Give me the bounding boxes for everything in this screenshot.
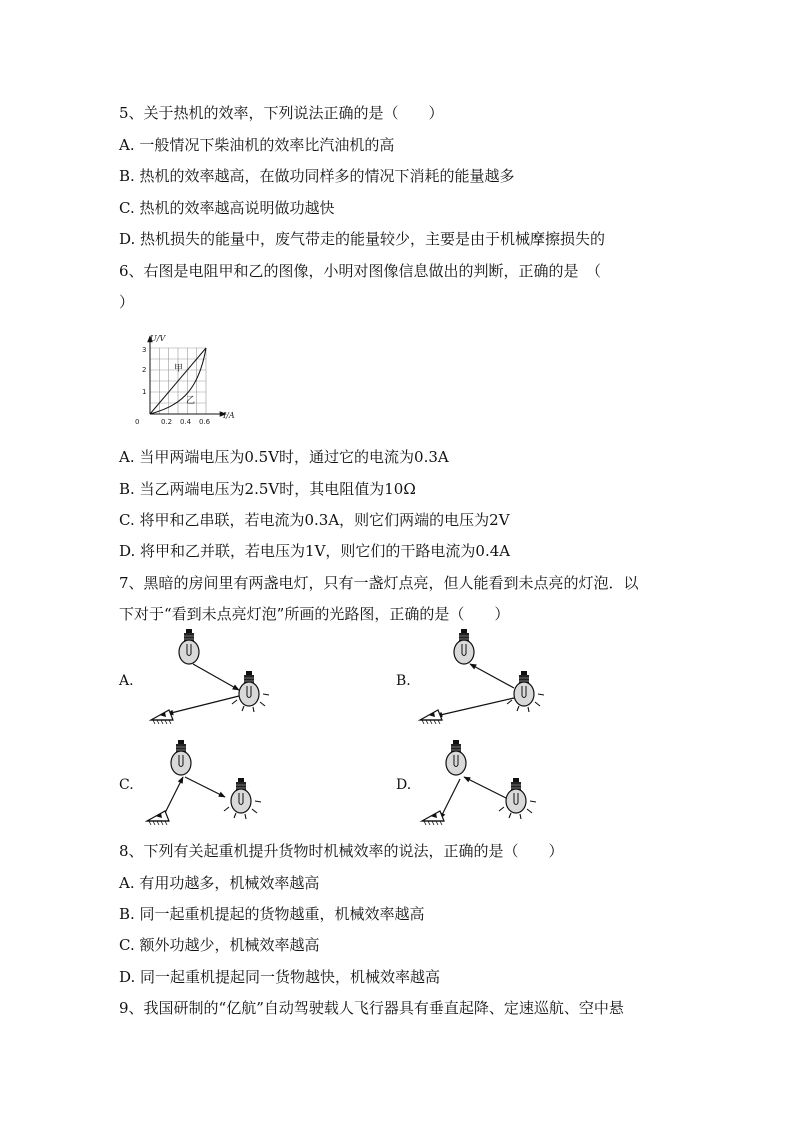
ray-c-1: [185, 777, 225, 797]
ray-a-2: [167, 696, 239, 714]
x-tick-04: 0.4: [180, 418, 192, 426]
q7-label-d: D.: [396, 777, 412, 793]
q6-iu-graph: [128, 330, 248, 430]
q7-diagram-a: [145, 628, 285, 723]
q5-option-a: A. 一般情况下柴油机的效率比汽油机的高: [119, 136, 395, 154]
q5-option-b: B. 热机的效率越高，在做功同样多的情况下消耗的能量越多: [119, 167, 515, 185]
ray-b-1: [470, 664, 514, 688]
lit-bulb-icon: [514, 671, 534, 706]
x-axis-label: I/A: [223, 411, 235, 420]
q5-stem: 5、关于热机的效率，下列说法正确的是（ ）: [119, 104, 444, 122]
q7-diagram-c: [145, 735, 265, 830]
q7-label-a: A.: [119, 673, 134, 689]
q5-option-c: C. 热机的效率越高说明做功越快: [119, 199, 335, 217]
lit-bulb-icon: [239, 671, 259, 706]
x-tick-02: 0.2: [161, 418, 173, 426]
q7-stem-line2: 下对于“看到未点亮灯泡”所画的光路图，正确的是（ ）: [119, 605, 510, 623]
q7-stem-line1: 7、黑暗的房间里有两盏电灯，只有一盏灯点亮，但人能看到未点亮的灯泡．以: [119, 574, 639, 592]
lit-bulb-icon: [506, 778, 526, 813]
q5-option-d: D. 热机损失的能量中，废气带走的能量较少，主要是由于机械摩擦损失的: [119, 230, 606, 248]
unlit-bulb-icon: [446, 740, 466, 775]
q6-option-d: D. 将甲和乙并联，若电压为1V，则它们的干路电流为0.4A: [119, 542, 511, 560]
ray-c-2: [163, 777, 183, 817]
eye-icon: [420, 710, 442, 724]
ray-a-1: [193, 664, 239, 690]
q6-option-a: A. 当甲两端电压为0.5V时，通过它的电流为0.3A: [119, 448, 449, 466]
q7-label-b: B.: [396, 673, 411, 689]
curve-jia-label: 甲: [174, 364, 184, 374]
ray-d-2: [440, 779, 460, 819]
q6-option-b: B. 当乙两端电压为2.5V时，其电阻值为10Ω: [119, 480, 416, 498]
unlit-bulb-icon: [171, 740, 191, 775]
curve-yi-label: 乙: [186, 396, 196, 406]
q7-diagram-d: [420, 735, 540, 830]
ray-d-1: [464, 777, 508, 799]
q6-option-c: C. 将甲和乙串联，若电流为0.3A，则它们两端的电压为2V: [119, 511, 510, 529]
eye-icon: [422, 811, 444, 825]
q9-stem-line1: 9、我国研制的“亿航”自动驾驶载人飞行器具有垂直起降、定速巡航、空中悬: [119, 999, 624, 1017]
origin-label: 0: [135, 418, 140, 426]
y-axis-label: U/V: [150, 334, 166, 343]
y-tick-3: 3: [142, 346, 147, 354]
q8-option-d: D. 同一起重机提起同一货物越快，机械效率越高: [119, 968, 441, 986]
eye-icon: [147, 811, 169, 825]
q8-option-c: C. 额外功越少，机械效率越高: [119, 936, 320, 954]
eye-icon: [151, 710, 173, 724]
y-tick-1: 1: [142, 388, 147, 396]
q6-stem-line2: ）: [119, 293, 135, 311]
q8-stem: 8、下列有关起重机提升货物时机械效率的说法，正确的是（ ）: [119, 842, 564, 860]
x-tick-06: 0.6: [199, 418, 211, 426]
unlit-bulb-icon: [454, 629, 474, 664]
q7-label-c: C.: [119, 777, 134, 793]
q6-stem-line1: 6、右图是电阻甲和乙的图像，小明对图像信息做出的判断，正确的是 （: [119, 262, 602, 280]
ray-b-2: [436, 698, 514, 716]
unlit-bulb-icon: [179, 629, 199, 664]
q8-option-b: B. 同一起重机提起的货物越重，机械效率越高: [119, 905, 425, 923]
q7-diagram-b: [420, 628, 560, 723]
lit-bulb-icon: [231, 778, 251, 813]
y-tick-2: 2: [142, 366, 147, 374]
q8-option-a: A. 有用功越多，机械效率越高: [119, 874, 320, 892]
